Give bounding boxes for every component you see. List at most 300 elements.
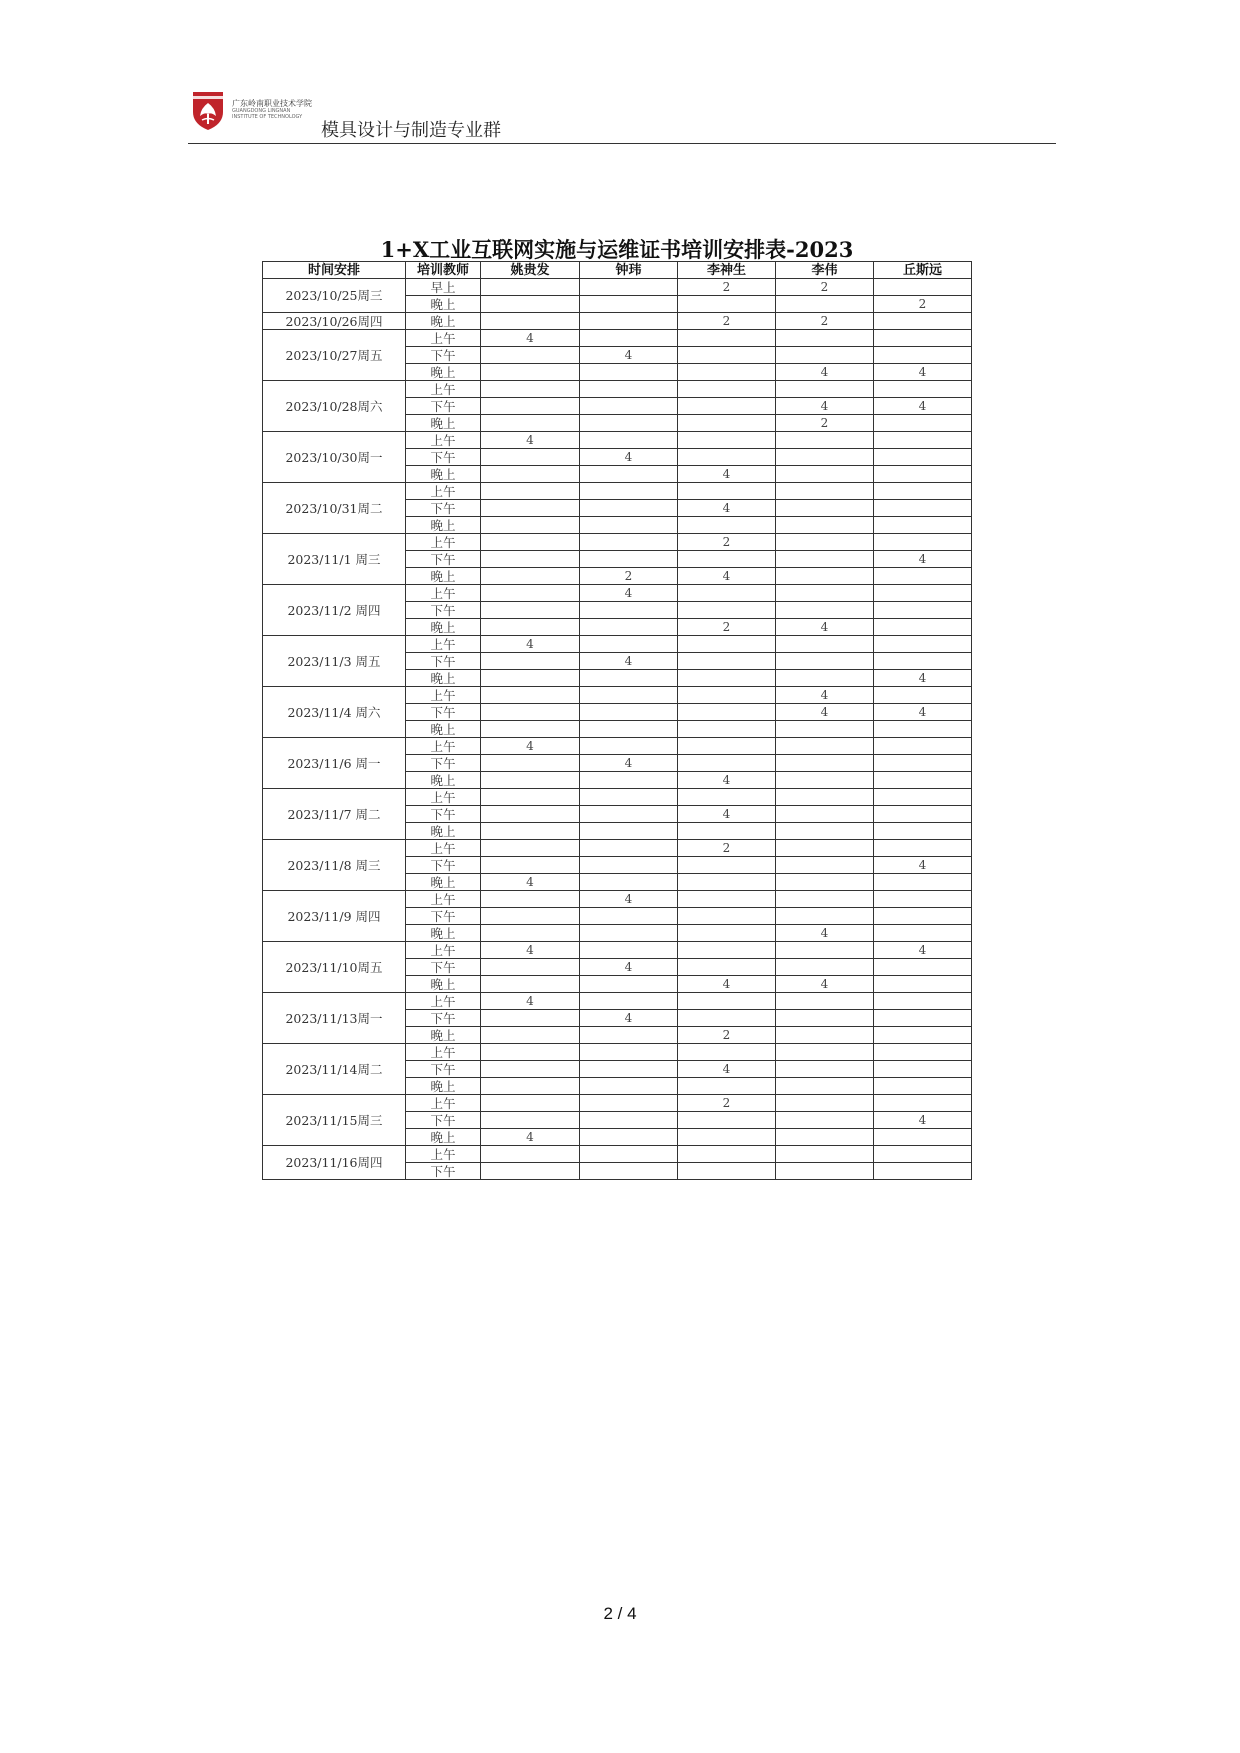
hours-cell xyxy=(580,551,678,568)
time-slot-cell: 晚上 xyxy=(406,874,481,891)
header-time: 时间安排 xyxy=(263,262,406,279)
hours-cell: 4 xyxy=(481,942,580,959)
hours-cell xyxy=(678,330,776,347)
hours-cell xyxy=(481,1027,580,1044)
hours-cell xyxy=(874,534,972,551)
hours-cell: 4 xyxy=(776,976,874,993)
hours-cell xyxy=(874,636,972,653)
school-name-en-line1: GUANGDONG LINGNAN xyxy=(232,108,291,114)
date-cell: 2023/11/8 周三 xyxy=(263,840,406,891)
hours-cell: 2 xyxy=(776,279,874,296)
time-slot-cell: 晚上 xyxy=(406,568,481,585)
hours-cell xyxy=(580,1027,678,1044)
hours-cell xyxy=(580,1078,678,1095)
hours-cell: 4 xyxy=(481,874,580,891)
table-row xyxy=(263,942,972,959)
table-row xyxy=(263,585,972,602)
hours-cell xyxy=(580,500,678,517)
hours-cell xyxy=(580,908,678,925)
hours-cell: 4 xyxy=(580,891,678,908)
hours-cell xyxy=(874,415,972,432)
hours-cell: 2 xyxy=(678,313,776,330)
hours-cell xyxy=(481,1146,580,1163)
schedule-body xyxy=(263,279,972,1180)
table-row xyxy=(263,738,972,755)
hours-cell xyxy=(874,500,972,517)
time-slot-cell: 上午 xyxy=(406,1095,481,1112)
hours-cell xyxy=(481,721,580,738)
hours-cell xyxy=(874,653,972,670)
hours-cell xyxy=(481,381,580,398)
hours-cell xyxy=(481,602,580,619)
hours-cell xyxy=(874,721,972,738)
hours-cell xyxy=(776,874,874,891)
time-slot-cell: 上午 xyxy=(406,789,481,806)
time-slot-cell: 下午 xyxy=(406,959,481,976)
time-slot-cell: 晚上 xyxy=(406,1129,481,1146)
date-cell: 2023/11/2 周四 xyxy=(263,585,406,636)
hours-cell: 4 xyxy=(874,942,972,959)
date-cell: 2023/11/1 周三 xyxy=(263,534,406,585)
hours-cell xyxy=(481,908,580,925)
hours-cell xyxy=(874,568,972,585)
hours-cell: 4 xyxy=(678,1061,776,1078)
hours-cell: 4 xyxy=(776,398,874,415)
hours-cell xyxy=(580,925,678,942)
hours-cell xyxy=(678,415,776,432)
hours-cell: 2 xyxy=(678,840,776,857)
table-row xyxy=(263,381,972,398)
hours-cell xyxy=(874,619,972,636)
hours-cell xyxy=(678,1010,776,1027)
hours-cell xyxy=(481,1095,580,1112)
hours-cell xyxy=(481,1163,580,1180)
time-slot-cell: 上午 xyxy=(406,942,481,959)
time-slot-cell: 下午 xyxy=(406,500,481,517)
hours-cell xyxy=(874,483,972,500)
hours-cell xyxy=(874,602,972,619)
hours-cell xyxy=(874,449,972,466)
hours-cell: 4 xyxy=(874,857,972,874)
hours-cell xyxy=(776,330,874,347)
hours-cell xyxy=(678,585,776,602)
hours-cell: 2 xyxy=(678,619,776,636)
hours-cell: 4 xyxy=(874,398,972,415)
date-cell: 2023/11/16周四 xyxy=(263,1146,406,1180)
table-row xyxy=(263,993,972,1010)
hours-cell xyxy=(776,908,874,925)
date-cell: 2023/10/25周三 xyxy=(263,279,406,313)
hours-cell xyxy=(776,1163,874,1180)
hours-cell: 4 xyxy=(874,704,972,721)
table-header-row xyxy=(263,262,972,279)
hours-cell: 4 xyxy=(678,568,776,585)
hours-cell xyxy=(678,755,776,772)
hours-cell: 4 xyxy=(776,364,874,381)
hours-cell xyxy=(580,432,678,449)
hours-cell xyxy=(481,296,580,313)
hours-cell xyxy=(678,704,776,721)
hours-cell: 4 xyxy=(481,993,580,1010)
hours-cell xyxy=(481,857,580,874)
hours-cell xyxy=(580,993,678,1010)
hours-cell xyxy=(874,738,972,755)
hours-cell xyxy=(776,568,874,585)
header-teacher: 培训教师 xyxy=(406,262,481,279)
hours-cell xyxy=(481,840,580,857)
hours-cell xyxy=(580,840,678,857)
date-cell: 2023/11/7 周二 xyxy=(263,789,406,840)
hours-cell xyxy=(580,1112,678,1129)
hours-cell xyxy=(874,517,972,534)
hours-cell xyxy=(580,313,678,330)
hours-cell: 4 xyxy=(776,619,874,636)
schedule-table xyxy=(262,261,972,1180)
hours-cell xyxy=(776,1112,874,1129)
table-row xyxy=(263,789,972,806)
hours-cell: 2 xyxy=(678,279,776,296)
hours-cell xyxy=(776,432,874,449)
hours-cell xyxy=(580,279,678,296)
date-cell: 2023/10/26周四 xyxy=(263,313,406,330)
date-cell: 2023/11/4 周六 xyxy=(263,687,406,738)
time-slot-cell: 晚上 xyxy=(406,517,481,534)
table-row xyxy=(263,279,972,296)
page-header xyxy=(0,0,1240,150)
time-slot-cell: 上午 xyxy=(406,534,481,551)
hours-cell xyxy=(776,1044,874,1061)
hours-cell xyxy=(481,823,580,840)
hours-cell xyxy=(580,398,678,415)
hours-cell xyxy=(580,1129,678,1146)
time-slot-cell: 上午 xyxy=(406,891,481,908)
hours-cell xyxy=(678,483,776,500)
hours-cell xyxy=(776,755,874,772)
header-divider xyxy=(188,143,1056,144)
hours-cell xyxy=(776,653,874,670)
hours-cell xyxy=(481,585,580,602)
hours-cell xyxy=(874,789,972,806)
time-slot-cell: 下午 xyxy=(406,398,481,415)
hours-cell xyxy=(678,364,776,381)
hours-cell xyxy=(580,1163,678,1180)
hours-cell xyxy=(874,772,972,789)
hours-cell xyxy=(481,398,580,415)
date-cell: 2023/11/13周一 xyxy=(263,993,406,1044)
hours-cell xyxy=(776,1078,874,1095)
hours-cell xyxy=(678,1044,776,1061)
hours-cell xyxy=(776,1146,874,1163)
hours-cell xyxy=(580,415,678,432)
header-li-shensheng: 李神生 xyxy=(678,262,776,279)
hours-cell xyxy=(776,857,874,874)
hours-cell xyxy=(580,483,678,500)
date-cell: 2023/11/3 周五 xyxy=(263,636,406,687)
hours-cell xyxy=(874,806,972,823)
hours-cell xyxy=(678,1078,776,1095)
hours-cell: 4 xyxy=(580,959,678,976)
table-row xyxy=(263,432,972,449)
group-name: 模具设计与制造专业群 xyxy=(321,120,501,141)
hours-cell xyxy=(678,517,776,534)
time-slot-cell: 晚上 xyxy=(406,976,481,993)
hours-cell xyxy=(776,1129,874,1146)
hours-cell xyxy=(481,687,580,704)
table-row xyxy=(263,1044,972,1061)
hours-cell xyxy=(678,670,776,687)
time-slot-cell: 上午 xyxy=(406,585,481,602)
hours-cell xyxy=(874,1078,972,1095)
hours-cell: 2 xyxy=(776,415,874,432)
hours-cell xyxy=(874,1044,972,1061)
time-slot-cell: 晚上 xyxy=(406,466,481,483)
time-slot-cell: 晚上 xyxy=(406,1027,481,1044)
hours-cell: 4 xyxy=(776,704,874,721)
time-slot-cell: 晚上 xyxy=(406,670,481,687)
hours-cell xyxy=(481,959,580,976)
hours-cell: 4 xyxy=(580,755,678,772)
hours-cell xyxy=(481,517,580,534)
table-row xyxy=(263,534,972,551)
hours-cell: 4 xyxy=(874,1112,972,1129)
hours-cell xyxy=(481,1112,580,1129)
hours-cell xyxy=(678,874,776,891)
hours-cell xyxy=(678,636,776,653)
hours-cell xyxy=(874,347,972,364)
hours-cell xyxy=(874,381,972,398)
table-row xyxy=(263,840,972,857)
time-slot-cell: 晚上 xyxy=(406,823,481,840)
hours-cell xyxy=(481,772,580,789)
hours-cell xyxy=(776,534,874,551)
hours-cell: 4 xyxy=(481,636,580,653)
hours-cell xyxy=(776,585,874,602)
hours-cell: 4 xyxy=(481,432,580,449)
hours-cell xyxy=(678,1163,776,1180)
hours-cell xyxy=(678,347,776,364)
hours-cell xyxy=(481,976,580,993)
hours-cell xyxy=(874,466,972,483)
hours-cell xyxy=(776,602,874,619)
hours-cell xyxy=(776,891,874,908)
hours-cell xyxy=(874,330,972,347)
table-row xyxy=(263,687,972,704)
hours-cell xyxy=(874,585,972,602)
hours-cell xyxy=(481,534,580,551)
hours-cell: 4 xyxy=(776,687,874,704)
hours-cell xyxy=(678,1146,776,1163)
hours-cell xyxy=(776,1061,874,1078)
hours-cell xyxy=(776,449,874,466)
time-slot-cell: 晚上 xyxy=(406,313,481,330)
hours-cell: 2 xyxy=(678,1095,776,1112)
time-slot-cell: 早上 xyxy=(406,279,481,296)
hours-cell xyxy=(481,653,580,670)
hours-cell xyxy=(678,381,776,398)
hours-cell xyxy=(678,551,776,568)
time-slot-cell: 晚上 xyxy=(406,1078,481,1095)
hours-cell xyxy=(874,959,972,976)
hours-cell xyxy=(776,517,874,534)
hours-cell xyxy=(874,1061,972,1078)
hours-cell xyxy=(678,449,776,466)
hours-cell: 4 xyxy=(776,925,874,942)
hours-cell xyxy=(776,670,874,687)
hours-cell xyxy=(580,296,678,313)
time-slot-cell: 下午 xyxy=(406,602,481,619)
hours-cell xyxy=(678,891,776,908)
time-slot-cell: 晚上 xyxy=(406,772,481,789)
hours-cell xyxy=(776,823,874,840)
hours-cell xyxy=(580,942,678,959)
time-slot-cell: 上午 xyxy=(406,738,481,755)
hours-cell xyxy=(776,296,874,313)
date-cell: 2023/10/30周一 xyxy=(263,432,406,483)
hours-cell xyxy=(874,1146,972,1163)
hours-cell xyxy=(481,891,580,908)
school-name-en xyxy=(232,108,302,120)
hours-cell xyxy=(678,296,776,313)
time-slot-cell: 上午 xyxy=(406,636,481,653)
time-slot-cell: 晚上 xyxy=(406,364,481,381)
hours-cell xyxy=(776,381,874,398)
header-qiu: 丘斯远 xyxy=(874,262,972,279)
hours-cell xyxy=(481,551,580,568)
hours-cell xyxy=(580,687,678,704)
hours-cell: 4 xyxy=(678,500,776,517)
hours-cell xyxy=(776,840,874,857)
time-slot-cell: 晚上 xyxy=(406,619,481,636)
hours-cell xyxy=(776,551,874,568)
hours-cell xyxy=(481,1078,580,1095)
hours-cell xyxy=(580,466,678,483)
hours-cell xyxy=(580,670,678,687)
hours-cell xyxy=(580,619,678,636)
hours-cell xyxy=(874,755,972,772)
hours-cell xyxy=(874,976,972,993)
hours-cell: 2 xyxy=(874,296,972,313)
hours-cell xyxy=(678,687,776,704)
hours-cell xyxy=(481,364,580,381)
school-logo-icon xyxy=(191,90,225,132)
table-row xyxy=(263,891,972,908)
hours-cell xyxy=(678,1129,776,1146)
hours-cell xyxy=(874,840,972,857)
hours-cell xyxy=(874,993,972,1010)
hours-cell xyxy=(678,959,776,976)
header-zhong: 钟玮 xyxy=(580,262,678,279)
hours-cell xyxy=(776,483,874,500)
hours-cell xyxy=(580,381,678,398)
hours-cell xyxy=(776,993,874,1010)
hours-cell xyxy=(481,568,580,585)
hours-cell xyxy=(874,1163,972,1180)
hours-cell xyxy=(874,687,972,704)
time-slot-cell: 晚上 xyxy=(406,925,481,942)
hours-cell xyxy=(776,636,874,653)
hours-cell xyxy=(580,806,678,823)
hours-cell xyxy=(874,313,972,330)
time-slot-cell: 下午 xyxy=(406,347,481,364)
hours-cell xyxy=(776,942,874,959)
hours-cell xyxy=(678,857,776,874)
hours-cell xyxy=(678,942,776,959)
hours-cell xyxy=(678,993,776,1010)
hours-cell xyxy=(481,466,580,483)
time-slot-cell: 下午 xyxy=(406,908,481,925)
header-li-wei: 李伟 xyxy=(776,262,874,279)
hours-cell xyxy=(678,1112,776,1129)
time-slot-cell: 上午 xyxy=(406,1146,481,1163)
hours-cell xyxy=(481,704,580,721)
hours-cell: 2 xyxy=(776,313,874,330)
hours-cell xyxy=(580,364,678,381)
time-slot-cell: 下午 xyxy=(406,755,481,772)
hours-cell: 2 xyxy=(678,1027,776,1044)
hours-cell xyxy=(481,1061,580,1078)
hours-cell xyxy=(678,789,776,806)
hours-cell: 4 xyxy=(874,670,972,687)
hours-cell: 4 xyxy=(678,976,776,993)
date-cell: 2023/10/28周六 xyxy=(263,381,406,432)
hours-cell: 4 xyxy=(678,806,776,823)
hours-cell xyxy=(580,1095,678,1112)
hours-cell xyxy=(776,1010,874,1027)
page-number: 2 / 4 xyxy=(603,1604,637,1623)
hours-cell xyxy=(580,1044,678,1061)
time-slot-cell: 晚上 xyxy=(406,296,481,313)
hours-cell xyxy=(481,483,580,500)
time-slot-cell: 下午 xyxy=(406,653,481,670)
date-cell: 2023/11/9 周四 xyxy=(263,891,406,942)
hours-cell: 4 xyxy=(580,653,678,670)
hours-cell xyxy=(481,806,580,823)
time-slot-cell: 下午 xyxy=(406,1163,481,1180)
hours-cell xyxy=(678,432,776,449)
hours-cell xyxy=(874,1010,972,1027)
hours-cell: 4 xyxy=(678,772,776,789)
hours-cell: 4 xyxy=(580,449,678,466)
hours-cell xyxy=(776,959,874,976)
hours-cell xyxy=(481,415,580,432)
hours-cell: 2 xyxy=(678,534,776,551)
hours-cell xyxy=(580,636,678,653)
date-cell: 2023/11/14周二 xyxy=(263,1044,406,1095)
hours-cell xyxy=(580,772,678,789)
date-cell: 2023/10/27周五 xyxy=(263,330,406,381)
hours-cell xyxy=(776,1095,874,1112)
time-slot-cell: 上午 xyxy=(406,1044,481,1061)
hours-cell xyxy=(678,738,776,755)
time-slot-cell: 上午 xyxy=(406,483,481,500)
hours-cell xyxy=(481,313,580,330)
time-slot-cell: 下午 xyxy=(406,551,481,568)
time-slot-cell: 上午 xyxy=(406,432,481,449)
table-row xyxy=(263,1095,972,1112)
time-slot-cell: 下午 xyxy=(406,1010,481,1027)
time-slot-cell: 晚上 xyxy=(406,721,481,738)
schedule-title: 1+X工业互联网实施与运维证书培训安排表-2023 xyxy=(380,237,854,262)
time-slot-cell: 上午 xyxy=(406,993,481,1010)
hours-cell xyxy=(580,823,678,840)
hours-cell xyxy=(776,347,874,364)
hours-cell: 4 xyxy=(874,551,972,568)
hours-cell xyxy=(580,602,678,619)
time-slot-cell: 下午 xyxy=(406,449,481,466)
hours-cell: 4 xyxy=(580,1010,678,1027)
hours-cell: 4 xyxy=(580,347,678,364)
hours-cell xyxy=(776,466,874,483)
